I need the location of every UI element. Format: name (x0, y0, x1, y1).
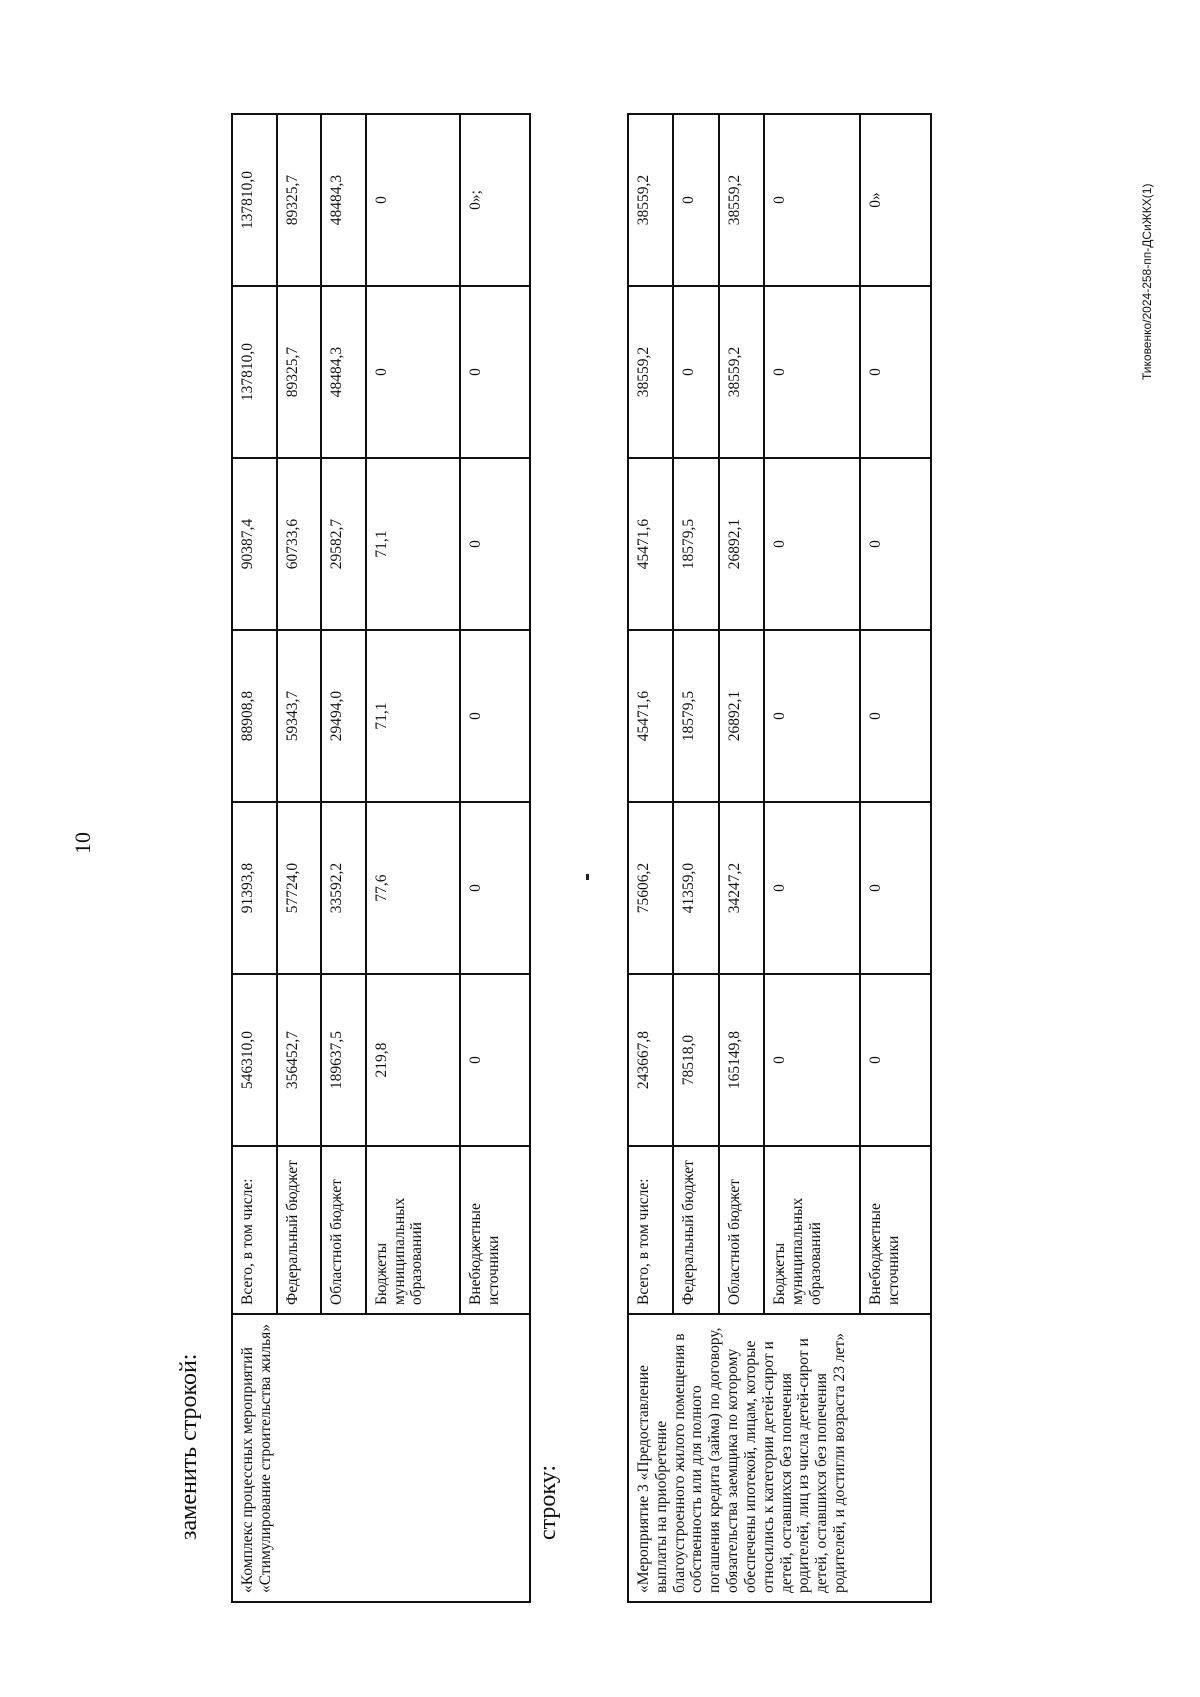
amount-cell: 0 (460, 802, 530, 974)
line-heading: строку: (535, 1464, 561, 1540)
amount-cell: 0 (460, 974, 530, 1146)
amount-cell: 71,1 (366, 458, 461, 630)
amount-cell: 18579,5 (673, 458, 718, 630)
amount-cell: 0 (860, 630, 931, 802)
amount-cell: 0 (366, 286, 461, 458)
funding-table-2 (627, 113, 932, 1603)
amount-cell: 91393,8 (232, 802, 277, 974)
amount-cell: 356452,7 (277, 974, 322, 1146)
amount-cell: 90387,4 (232, 458, 277, 630)
funding-source-cell: Областной бюджет (719, 1146, 764, 1314)
funding-source-cell: Внебюджетные источники (860, 1146, 931, 1314)
amount-cell: 26892,1 (719, 458, 764, 630)
funding-source-cell: Внебюджетные источники (460, 1146, 530, 1314)
amount-cell: 0» (860, 114, 931, 286)
amount-cell: 88908,8 (232, 630, 277, 802)
page-number: 10 (70, 832, 95, 854)
funding-source-cell: Всего, в том числе: (628, 1146, 673, 1314)
table-row (628, 114, 673, 1602)
amount-cell: 0 (764, 802, 860, 974)
amount-cell: 0 (366, 114, 461, 286)
amount-cell: 0 (764, 974, 860, 1146)
amount-cell: 0»; (460, 114, 530, 286)
amount-cell: 189637,5 (321, 974, 366, 1146)
funding-table-1 (231, 113, 531, 1603)
amount-cell: 0 (764, 114, 860, 286)
funding-source-cell: Бюджеты муниципальных образований (764, 1146, 860, 1314)
amount-cell: 48484,3 (321, 286, 366, 458)
amount-cell: 38559,2 (719, 114, 764, 286)
amount-cell: 45471,6 (628, 458, 673, 630)
amount-cell: 137810,0 (232, 114, 277, 286)
funding-source-cell: Федеральный бюджет (673, 1146, 718, 1314)
amount-cell: 89325,7 (277, 114, 322, 286)
amount-cell: 29582,7 (321, 458, 366, 630)
amount-cell: 29494,0 (321, 630, 366, 802)
amount-cell: 0 (860, 286, 931, 458)
amount-cell: 137810,0 (232, 286, 277, 458)
amount-cell: 0 (460, 630, 530, 802)
amount-cell: 78518,0 (673, 974, 718, 1146)
amount-cell: 57724,0 (277, 802, 322, 974)
amount-cell: 60733,6 (277, 458, 322, 630)
amount-cell: 0 (460, 458, 530, 630)
amount-cell: 38559,2 (719, 286, 764, 458)
amount-cell: 0 (860, 458, 931, 630)
amount-cell: 26892,1 (719, 630, 764, 802)
amount-cell: 243667,8 (628, 974, 673, 1146)
amount-cell: 0 (764, 458, 860, 630)
amount-cell: 0 (860, 974, 931, 1146)
document-id: Тиковенко/2024-258-пп-ДСиЖКХ(1) (1140, 183, 1154, 380)
amount-cell: 0 (460, 286, 530, 458)
amount-cell: 219,8 (366, 974, 461, 1146)
table-row (232, 114, 277, 1602)
amount-cell: 33592,2 (321, 802, 366, 974)
amount-cell: 41359,0 (673, 802, 718, 974)
amount-cell: 0 (860, 802, 931, 974)
amount-cell: 34247,2 (719, 802, 764, 974)
funding-source-cell: Всего, в том числе: (232, 1146, 277, 1314)
amount-cell: 0 (764, 286, 860, 458)
amount-cell: 77,6 (366, 802, 461, 974)
funding-source-cell: Бюджеты муниципальных образований (366, 1146, 461, 1314)
funding-source-cell: Федеральный бюджет (277, 1146, 322, 1314)
amount-cell: 38559,2 (628, 286, 673, 458)
amount-cell: 48484,3 (321, 114, 366, 286)
amount-cell: 71,1 (366, 630, 461, 802)
amount-cell: 546310,0 (232, 974, 277, 1146)
amount-cell: 0 (673, 114, 718, 286)
amount-cell: 75606,2 (628, 802, 673, 974)
amount-cell: 89325,7 (277, 286, 322, 458)
replacement-table (231, 113, 531, 1603)
amount-cell: 18579,5 (673, 630, 718, 802)
measure-name-cell: «Комплекс процессных мероприятий «Стимулирование строительства жилья» (232, 1314, 530, 1602)
original-table (627, 113, 932, 1603)
amount-cell: 0 (764, 630, 860, 802)
amount-cell: 38559,2 (628, 114, 673, 286)
amount-cell: 45471,6 (628, 630, 673, 802)
stray-mark (586, 874, 589, 880)
amount-cell: 165149,8 (719, 974, 764, 1146)
amount-cell: 59343,7 (277, 630, 322, 802)
replace-heading: заменить строкой: (176, 1353, 202, 1540)
funding-source-cell: Областной бюджет (321, 1146, 366, 1314)
measure-name-cell: «Мероприятие 3 «Предоставление выплаты на приобретение благоустроенного жилого помещения в собственность или для полного погашения кредита (займа) по договору, обязательства заемщика по которому обеспечены ипотекой, лицам, которые относились к категории детей-сирот и детей, оставшихся без попечения родителей, лиц из числа детей-сирот и детей, оставшихся без попечения родителей, и достигли возраста 23 лет» (628, 1314, 931, 1602)
amount-cell: 0 (673, 286, 718, 458)
